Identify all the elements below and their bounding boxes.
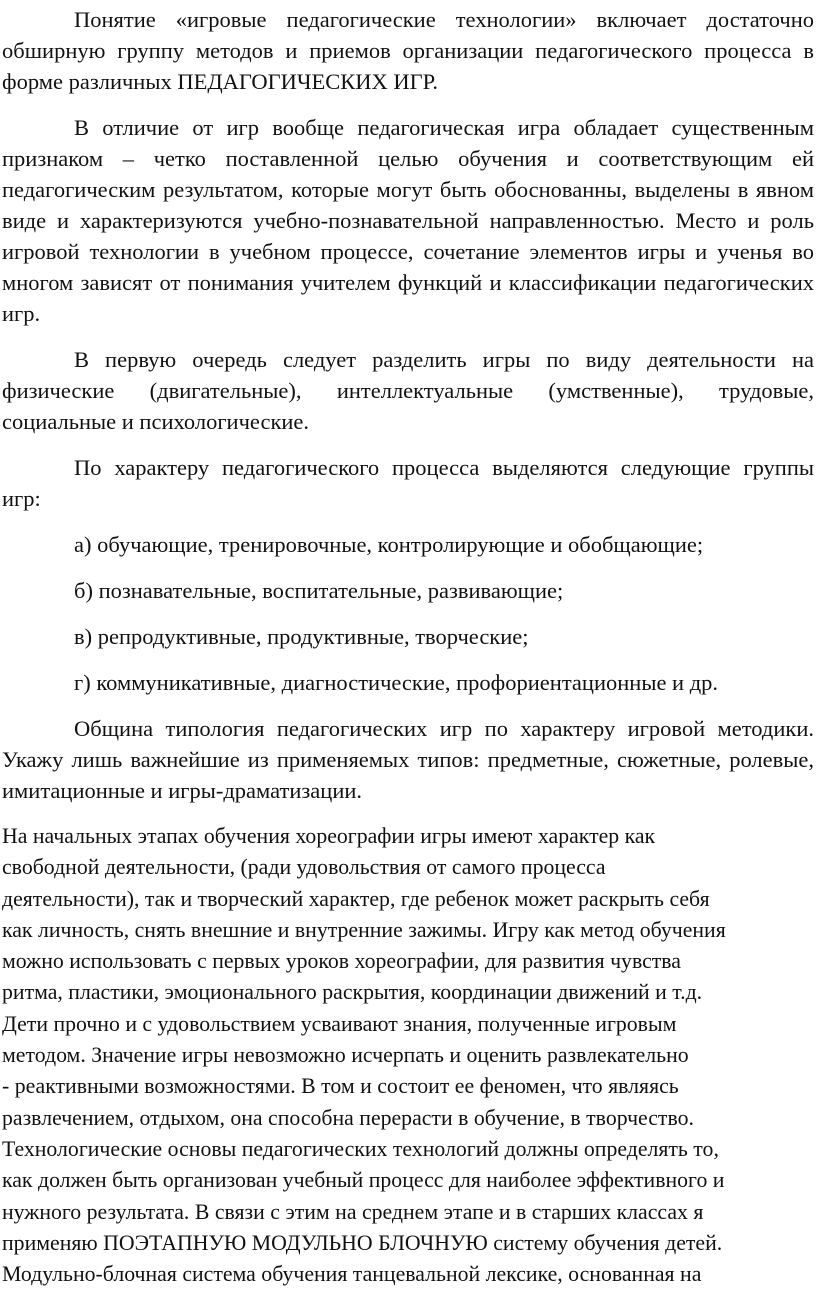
text-line: развлечением, отдыхом, она способна перерасти в обучение, в творчество.	[2, 1105, 694, 1130]
list-item: в) репродуктивные, продуктивные, творческие;	[74, 624, 529, 649]
paragraph-process-groups: По характеру педагогического процесса выделяются следующие группы игр:	[2, 455, 814, 511]
text-line: можно использовать с первых уроков хореографии, для развития чувства	[2, 949, 681, 974]
text-line: как должен быть организован учебный процесс для наиболее эффективного и	[2, 1168, 725, 1193]
text-line: Дети прочно и с удовольствием усваивают знания, полученные игровым	[2, 1011, 677, 1036]
list-item: а) обучающие, тренировочные, контролирующие и обобщающие;	[74, 532, 704, 557]
choreography-games-block	[2, 821, 814, 1290]
list-item: б) познавательные, воспитательные, развивающие;	[74, 578, 564, 603]
list-item: г) коммуникативные, диагностические, профориентационные и др.	[74, 670, 719, 695]
text-line: как личность, снять внешние и внутренние зажимы. Игру как метод обучения	[2, 917, 726, 942]
text-line: - реактивными возможностями. В том и состоит ее феномен, что являясь	[2, 1074, 679, 1099]
text-line: применяю ПОЭТАПНУЮ МОДУЛЬНО БЛОЧНУЮ систему обучения детей.	[2, 1230, 723, 1255]
paragraph-activity-types: В первую очередь следует разделить игры по виду деятельности на физические (двигательные), интеллектуальные (умственные), трудовые, социальные и психологические.	[2, 347, 814, 434]
text-line: методом. Значение игры невозможно исчерпать и оценить развлекательно	[2, 1043, 689, 1068]
text-line: свободной деятельности, (ради удовольствия от самого процесса	[2, 855, 606, 880]
text-line: ритма, пластики, эмоционального раскрытия, координации движений и т.д.	[2, 980, 703, 1005]
text-line: Технологические основы педагогических технологий должны определять то,	[2, 1136, 719, 1161]
text-line: На начальных этапах обучения хореографии игры имеют характер как	[2, 824, 656, 848]
game-groups-list	[2, 529, 814, 698]
text-line: нужного результата. В связи с этим на среднем этапе и в старших классах я	[2, 1199, 704, 1224]
paragraph-pedagogical-game-features: В отличие от игр вообще педагогическая игра обладает существенным признаком – четко поставленной целью обучения и соответствующим ей педагогическим результатом, которые могут быть обоснованны, выделены в явном виде и характеризуются учебно-познавательной направленностью. Место и роль игровой технологии в учебном процессе, сочетание элементов игры и ученья во многом зависят от понимания учителем функций и классификации педагогических игр.	[2, 115, 814, 326]
text-line: деятельности), так и творческий характер, где ребенок может раскрыть себя	[2, 886, 710, 911]
document-page	[2, 0, 814, 1290]
paragraph-game-technologies-intro: Понятие «игровые педагогические технологии» включает достаточно обширную группу методов и приемов организации педагогического процесса в форме различных ПЕДАГОГИЧЕСКИХ ИГР.	[2, 7, 814, 94]
text-line: Модульно-блочная система обучения танцевальной лексике, основанная на	[2, 1262, 702, 1287]
paragraph-game-typology: Община типология педагогических игр по характеру игровой методики. Укажу лишь важнейшие из применяемых типов: предметные, сюжетные, ролевые, имитационные и игры-драматизации.	[2, 716, 814, 803]
